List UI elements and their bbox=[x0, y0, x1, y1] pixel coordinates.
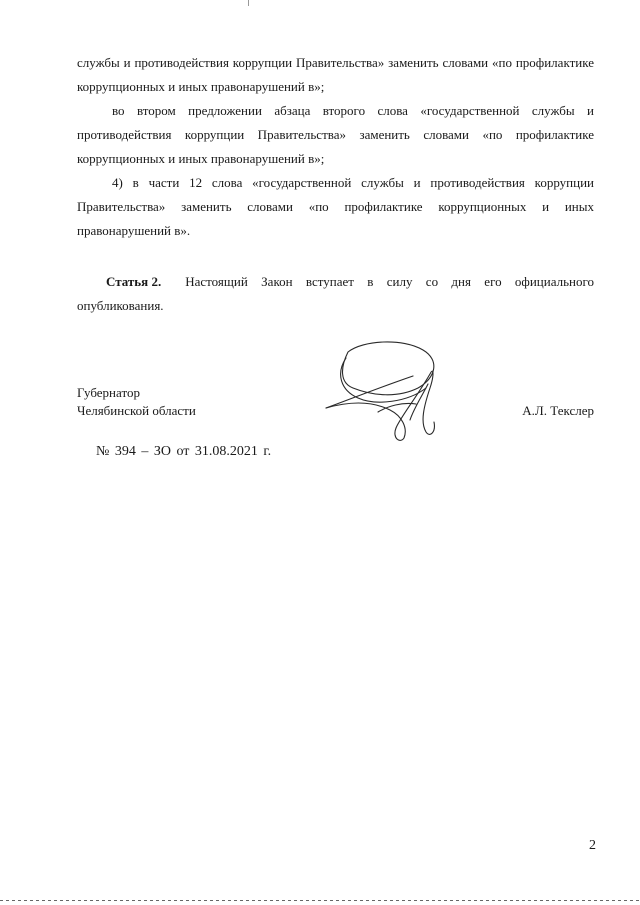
paragraph-3 bbox=[77, 171, 594, 243]
handwritten-signature bbox=[318, 338, 448, 446]
paragraph-2 bbox=[77, 99, 594, 171]
article-label: Статья 2. bbox=[106, 274, 162, 289]
scan-mark bbox=[248, 0, 249, 6]
governor-title bbox=[77, 384, 196, 420]
article-text: Настоящий Закон вступает в силу со дня его официального опубликования. bbox=[77, 274, 594, 313]
paragraph-2-text: во втором предложении абзаца второго слова «государственной службы и противодействия коррупции Правительства» заменить словами «по профилактике коррупционных и иных правонарушений в»; bbox=[77, 103, 594, 166]
governor-title-line2: Челябинской области bbox=[77, 403, 196, 418]
governor-title-line1: Губернатор bbox=[77, 385, 140, 400]
paragraph-1 bbox=[77, 51, 594, 99]
paragraph-1-text: службы и противодействия коррупции Правительства» заменить словами «по профилактике коррупционных и иных правонарушений в»; bbox=[77, 55, 594, 94]
document-number: № 394 – ЗО от 31.08.2021 г. bbox=[96, 444, 272, 459]
article-2 bbox=[77, 270, 594, 318]
paragraph-3-text: 4) в части 12 слова «государственной службы и противодействия коррупции Правительства» заменить словами «по профилактике коррупционных и иных правонарушений в». bbox=[77, 175, 594, 238]
governor-name: А.Л. Текслер bbox=[522, 403, 594, 418]
page-number: 2 bbox=[589, 838, 596, 853]
scan-bottom-edge bbox=[0, 900, 640, 901]
